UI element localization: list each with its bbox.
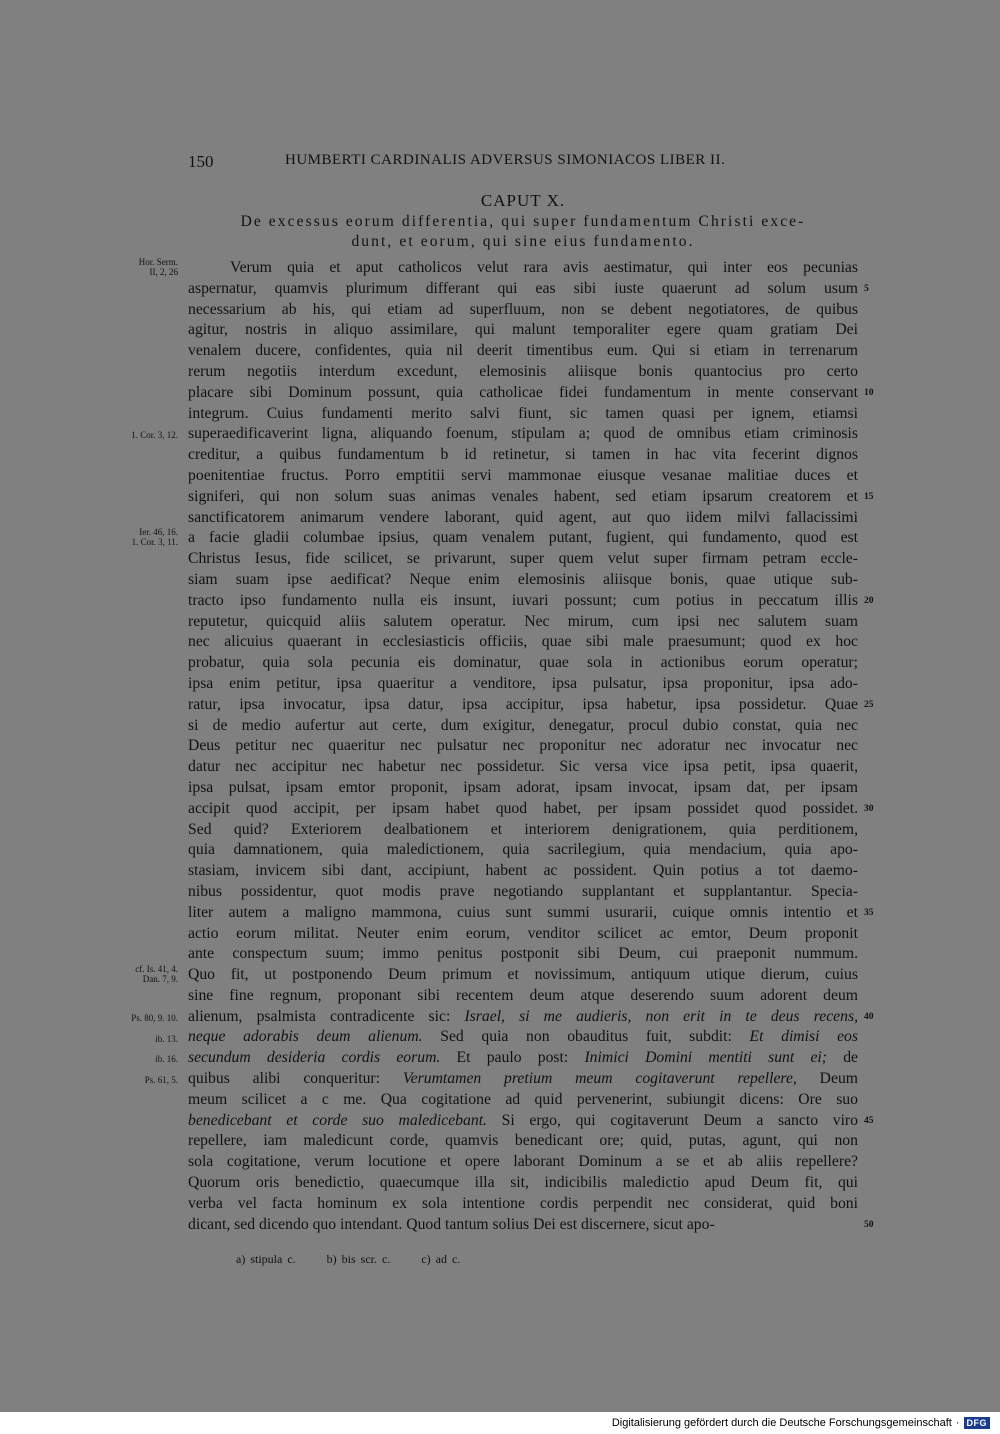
text-line: ipsa pulsat, ipsam emtor proponit, ipsam adorat, ipsam invocat, ipsam dat, per ipsam: [188, 778, 858, 796]
text-line: meum scilicet a c me. Qua cogitatione ad quid pervenerint, subiungit dicens: Ore suo: [188, 1090, 858, 1108]
line-number: 5: [864, 283, 869, 294]
text-line: tracto ipso fundamento nulla eis insunt, iuvari possunt; cum potius in peccatum illis: [188, 591, 858, 609]
text-line: [188, 1111, 858, 1132]
text-line: liter autem a maligno mammona, cuius sunt summi usurarii, cuique omnis intentio et: [188, 903, 858, 921]
footer-text: Digitalisierung gefördert durch die Deutsche Forschungsgemeinschaft: [611, 1417, 952, 1429]
text-line: verba vel facta hominum ex sola intentione cordis perpendit nec considerat, quid boni: [188, 1194, 858, 1212]
text-line: creditur, a quibus fundamentum b id retinetur, si tamen in hac vita fecerint dignos: [188, 446, 858, 464]
italic-quote: benedicebant et corde suo maledicebant.: [188, 1111, 487, 1129]
text-segment: Sed quia non obauditus fuit, subdit:: [422, 1028, 750, 1046]
text-line: a facie gladii columbae ipsius, quam venalem putant, fugient, qui fundamento, quod est: [188, 529, 858, 547]
text-line: dicant, sed dicendo quo intendant. Quod tantum solius Dei est discernere, sicut apo-: [188, 1215, 715, 1233]
text-line: integrum. Cuius fundamenti merito salvi fiunt, sic tamen quasi per ignem, etiamsi: [188, 404, 858, 422]
text-line: sola cogitatione, verum locutione et opere laborant Dominum a se et ab aliis repellere?: [188, 1153, 858, 1171]
margin-reference: Ier. 46, 16. 1. Cor. 3, 11.: [131, 527, 178, 548]
text-line: superaedificaverint ligna, aliquando foenum, stipulam a; quod de omnibus etiam criminosis: [188, 425, 858, 443]
text-line: venalem ducere, confidentes, quia nil deerit timentibus eum. Qui si etiam in terrenarum: [188, 342, 858, 360]
margin-reference: 1. Cor. 3, 12.: [131, 430, 178, 441]
text-line: nec alicuius quaerant in ecclesiasticis officiis, quae sibi male praesumunt; quod ex hoc: [188, 633, 858, 651]
text-line: necessarium ab his, qui etiam ad superfluum, non se debent negotiatores, de quibus: [188, 300, 858, 318]
footnote: c) ad c.: [421, 1252, 461, 1266]
text-line: agitur, nostris in aliquo assimilare, qui malunt temporaliter egere quam gratiam Dei: [188, 321, 858, 339]
text-segment: Si ergo, qui cogitaverunt Deum a sancto viro: [486, 1111, 858, 1129]
text-line: Verum quia et aput catholicos velut rara avis aestimatur, qui inter eos pecunias: [230, 259, 858, 276]
text-segment: de: [827, 1049, 859, 1067]
body-text: [188, 258, 874, 1235]
text-line: [188, 1027, 858, 1048]
footnote: a) stipula c.: [236, 1252, 296, 1266]
italic-quote: Et dimisi eos: [749, 1028, 859, 1046]
text-line: Christus Iesus, fide scilicet, se privarunt, super quem velut super firmam petram eccle-: [188, 550, 858, 568]
line-number: 35: [864, 907, 874, 918]
text-line: ipsa enim petitur, ipsa quaeritur a venditore, ipsa pulsatur, ipsa proponitur, ipsa ado-: [188, 674, 858, 692]
text-line: [188, 1069, 858, 1090]
text-line: [188, 1007, 858, 1028]
chapter-title-line: dunt, et eorum, qui sine eius fundamento.: [351, 233, 695, 250]
text-line: reputetur, quicquid aliis salutem operatur. Nec mirum, cum ipsi nec salutem suam: [188, 612, 858, 630]
text-line: sine fine regnum, proponant sibi recentem deum atque deserendo suum adorent deum: [188, 986, 858, 1004]
italic-quote: Israel, si me audieris, non erit in te deus recens,: [464, 1007, 858, 1025]
footnote: b) bis scr. c.: [326, 1252, 391, 1266]
text-line: repellere, iam maledicunt corde, quamvis benedicant ore; quid, putas, agunt, qui non: [188, 1132, 858, 1150]
text-line: quia damnationem, quia maledictionem, quia sacrilegium, quia mendacium, quia apo-: [188, 841, 858, 859]
text-segment: alienum, psalmista contradicente sic:: [188, 1007, 465, 1025]
text-line: Sed quid? Exteriorem dealbationem et interiorem denigrationem, quia perditionem,: [188, 820, 858, 838]
margin-reference: cf. Is. 41, 4. Dan. 7, 9.: [135, 964, 178, 985]
margin-reference: Ps. 80, 9. 10.: [131, 1012, 178, 1023]
chapter-title-line: De excessus eorum differentia, qui super fundamentum Christi exce-: [240, 213, 806, 230]
text-segment: Deum: [796, 1070, 858, 1088]
page-header: [188, 152, 858, 174]
text-line: si de medio aufertur aut certe, dum exigitur, denegatur, procul dubio constat, quia nec: [188, 716, 858, 734]
text-line: sanctificatorem animarum vendere laborant, quid agent, aut quo iidem milvi fallacissimi: [188, 508, 858, 526]
margin-reference: Ps. 61, 5.: [144, 1075, 178, 1086]
text-line: Quorum oris benedictio, quaecumque illa sit, indicibilis maledictio apud Deum fit, qui: [188, 1174, 858, 1192]
text-line: actio eorum militat. Neuter enim eorum, venditor scilicet ac emtor, Deum proponit: [188, 924, 858, 942]
text-line: nibus possidentur, quot modis prave negotiando supplantant et supplantantur. Specia-: [188, 882, 858, 900]
text-line: signiferi, qui non solum suas animas venales habent, sed etiam ipsarum creatorem et: [188, 487, 858, 505]
line-number: 50: [864, 1219, 874, 1230]
text-line: placare sibi Dominum possunt, quia catholicae fidei fundamentum in mente conservant: [188, 383, 858, 401]
line-number: 40: [864, 1011, 874, 1022]
text-line: ante conspectum suum; immo penitus postponit sibi Deum, cui praeponit nummum.: [188, 945, 858, 963]
running-title: HUMBERTI CARDINALIS ADVERSUS SIMONIACOS LIBER II.: [285, 152, 726, 168]
chapter-heading: CAPUT X.: [480, 191, 566, 210]
line-number: 30: [864, 803, 874, 814]
page-number: 150: [188, 152, 214, 171]
digitization-footer: [612, 1414, 990, 1432]
line-number: 25: [864, 699, 874, 710]
text-line: ratur, ipsa invocatur, ipsa datur, ipsa accipitur, ipsa habetur, ipsa possidetur. Quae: [188, 695, 858, 713]
footnotes: [236, 1252, 486, 1267]
italic-quote: neque adorabis deum alienum.: [188, 1028, 423, 1046]
footer-separator: ·: [955, 1417, 960, 1429]
margin-reference: ib. 16.: [155, 1054, 178, 1065]
italic-quote: Inimici Domini mentiti sunt ei;: [584, 1049, 827, 1067]
text-line: datur nec accipitur nec habetur nec possidetur. Sic versa vice ipsa petit, ipsa quaerit,: [188, 758, 858, 776]
line-number: 45: [864, 1115, 874, 1126]
text-line: Deus petitur nec quaeritur nec pulsatur nec proponitur nec adoratur nec invocatur nec: [188, 737, 858, 755]
dfg-logo: DFG: [964, 1417, 991, 1429]
margin-reference: ib. 13.: [155, 1033, 178, 1044]
text-line: accipit quod accipit, per ipsam habet quod habet, per ipsam possidet quod possidet.: [188, 799, 858, 817]
text-line: poenitentiae fructus. Porro emptitii servi mammonae eiusque vesanae malitiae duces et: [188, 466, 858, 484]
line-number: 20: [864, 595, 874, 606]
text-segment: Et paulo post:: [440, 1049, 585, 1067]
line-number: 15: [864, 491, 874, 502]
text-line: rerum negotiis interdum excedunt, elemosinis aliisque bonis quantocius pro certo: [188, 362, 858, 380]
text-line: probatur, quia sola pecunia eis dominatur, quae sola in actionibus eorum operatur;: [188, 654, 858, 672]
chapter-title: [188, 212, 858, 252]
margin-reference: Hor. Serm. II, 2, 26: [138, 257, 178, 277]
italic-quote: Verumtamen pretium meum cogitaverunt repellere,: [402, 1070, 797, 1088]
italic-quote: secundum desideria cordis eorum.: [188, 1049, 441, 1067]
text-line: siam suam ipse aedificat? Neque enim elemosinis aliisque bonis, quae utique sub-: [188, 570, 858, 588]
text-line: stasiam, invicem sibi dant, accipiunt, habent ac possident. Quin potius a tot daemo-: [188, 862, 858, 880]
line-number: 10: [864, 387, 874, 398]
text-line: aspernatur, quamvis plurimum differant qui eas sibi iuste quaerunt ad solum usum: [188, 279, 858, 297]
text-segment: quibus alibi conqueritur:: [188, 1070, 403, 1088]
text-line: [188, 1048, 858, 1069]
text-line: Quo fit, ut postponendo Deum primum et novissimum, antiquum utique dierum, cuius: [188, 966, 858, 984]
